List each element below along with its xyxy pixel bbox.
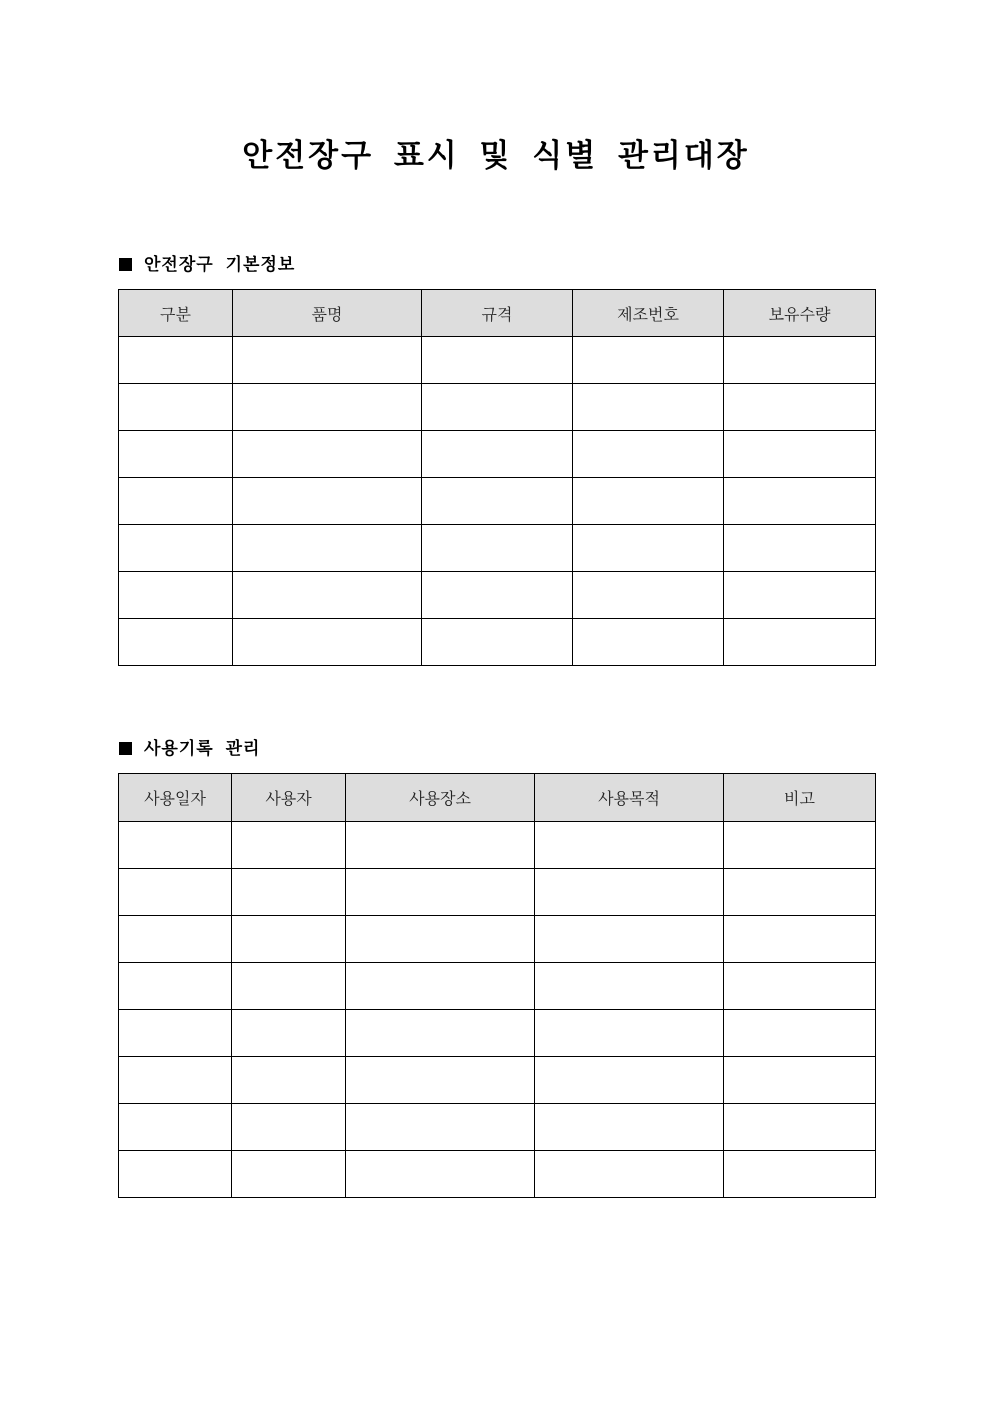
table-cell[interactable] xyxy=(119,1010,232,1057)
table-row xyxy=(119,869,876,916)
table-cell[interactable] xyxy=(119,619,233,666)
table-cell[interactable] xyxy=(119,1057,232,1104)
table-cell[interactable] xyxy=(346,916,535,963)
table-cell[interactable] xyxy=(119,822,232,869)
table-cell[interactable] xyxy=(233,572,422,619)
table-cell[interactable] xyxy=(724,1010,876,1057)
table-cell[interactable] xyxy=(119,525,233,572)
table-cell[interactable] xyxy=(346,1010,535,1057)
table-cell[interactable] xyxy=(346,1104,535,1151)
table-cell[interactable] xyxy=(119,963,232,1010)
column-header-use-location: 사용장소 xyxy=(346,774,535,822)
table-row xyxy=(119,963,876,1010)
table-row xyxy=(119,822,876,869)
table-row xyxy=(119,478,876,525)
table-cell[interactable] xyxy=(422,384,573,431)
table-cell[interactable] xyxy=(233,337,422,384)
table-cell[interactable] xyxy=(573,619,724,666)
table-cell[interactable] xyxy=(233,619,422,666)
table-cell[interactable] xyxy=(232,1151,346,1198)
table-cell[interactable] xyxy=(232,916,346,963)
table-cell[interactable] xyxy=(232,869,346,916)
table-cell[interactable] xyxy=(724,431,876,478)
column-header-use-purpose: 사용목적 xyxy=(535,774,724,822)
table-cell[interactable] xyxy=(535,822,724,869)
table-cell[interactable] xyxy=(573,384,724,431)
table-cell[interactable] xyxy=(422,572,573,619)
table-row xyxy=(119,525,876,572)
table-cell[interactable] xyxy=(232,822,346,869)
table-cell[interactable] xyxy=(233,525,422,572)
usage-log-table xyxy=(118,773,876,1198)
table-cell[interactable] xyxy=(724,822,876,869)
table-cell[interactable] xyxy=(724,963,876,1010)
square-bullet-icon xyxy=(119,258,132,271)
table-row xyxy=(119,1057,876,1104)
table-cell[interactable] xyxy=(535,1151,724,1198)
table-cell[interactable] xyxy=(119,869,232,916)
table-row xyxy=(119,384,876,431)
table-cell[interactable] xyxy=(346,963,535,1010)
table-cell[interactable] xyxy=(119,572,233,619)
table-cell[interactable] xyxy=(346,1057,535,1104)
table-cell[interactable] xyxy=(422,337,573,384)
table-row xyxy=(119,572,876,619)
table-cell[interactable] xyxy=(535,1057,724,1104)
table-row xyxy=(119,1010,876,1057)
table-cell[interactable] xyxy=(119,916,232,963)
table-cell[interactable] xyxy=(535,916,724,963)
table-cell[interactable] xyxy=(535,1104,724,1151)
table-cell[interactable] xyxy=(573,525,724,572)
table-cell[interactable] xyxy=(232,963,346,1010)
table-cell[interactable] xyxy=(724,1057,876,1104)
table-cell[interactable] xyxy=(724,619,876,666)
square-bullet-icon xyxy=(119,742,132,755)
section-heading-usage-log xyxy=(119,737,260,761)
table-row xyxy=(119,916,876,963)
document-title: 안전장구 표시 및 식별 관리대장 xyxy=(242,138,750,174)
table-cell[interactable] xyxy=(346,822,535,869)
table-cell[interactable] xyxy=(233,431,422,478)
table-cell[interactable] xyxy=(422,478,573,525)
table-row xyxy=(119,1104,876,1151)
section-heading-label: 안전장구 기본정보 xyxy=(144,255,296,275)
table-cell[interactable] xyxy=(535,869,724,916)
table-cell[interactable] xyxy=(535,963,724,1010)
column-header-use-date: 사용일자 xyxy=(119,774,232,822)
table-cell[interactable] xyxy=(573,478,724,525)
table-cell[interactable] xyxy=(724,384,876,431)
table-cell[interactable] xyxy=(573,337,724,384)
column-header-user: 사용자 xyxy=(232,774,346,822)
table-header-row xyxy=(119,774,876,822)
table-row xyxy=(119,337,876,384)
table-cell[interactable] xyxy=(422,525,573,572)
table-header-row xyxy=(119,290,876,337)
table-cell[interactable] xyxy=(535,1010,724,1057)
table-cell[interactable] xyxy=(119,1104,232,1151)
table-cell[interactable] xyxy=(346,1151,535,1198)
table-cell[interactable] xyxy=(724,1104,876,1151)
table-cell[interactable] xyxy=(346,869,535,916)
table-cell[interactable] xyxy=(724,869,876,916)
table-row xyxy=(119,619,876,666)
column-header-serial-number: 제조번호 xyxy=(573,290,724,337)
table-cell[interactable] xyxy=(119,337,233,384)
column-header-specification: 규격 xyxy=(422,290,573,337)
column-header-item-name: 품명 xyxy=(233,290,422,337)
section-heading-label: 사용기록 관리 xyxy=(144,739,261,759)
column-header-category: 구분 xyxy=(119,290,233,337)
column-header-quantity: 보유수량 xyxy=(724,290,876,337)
table-cell[interactable] xyxy=(724,572,876,619)
table-cell[interactable] xyxy=(422,619,573,666)
table-row xyxy=(119,1151,876,1198)
basic-info-table xyxy=(118,289,876,666)
table-cell[interactable] xyxy=(233,478,422,525)
table-cell[interactable] xyxy=(724,1151,876,1198)
table-cell[interactable] xyxy=(119,384,233,431)
table-cell[interactable] xyxy=(422,431,573,478)
table-cell[interactable] xyxy=(724,337,876,384)
table-cell[interactable] xyxy=(724,478,876,525)
table-cell[interactable] xyxy=(119,1151,232,1198)
table-cell[interactable] xyxy=(573,572,724,619)
table-cell[interactable] xyxy=(119,478,233,525)
table-cell[interactable] xyxy=(573,431,724,478)
table-cell[interactable] xyxy=(232,1104,346,1151)
table-row xyxy=(119,431,876,478)
table-cell[interactable] xyxy=(232,1010,346,1057)
section-heading-basic-info xyxy=(119,253,295,277)
table-cell[interactable] xyxy=(233,384,422,431)
table-cell[interactable] xyxy=(724,916,876,963)
table-cell[interactable] xyxy=(232,1057,346,1104)
table-cell[interactable] xyxy=(724,525,876,572)
table-cell[interactable] xyxy=(119,431,233,478)
column-header-remarks: 비고 xyxy=(724,774,876,822)
